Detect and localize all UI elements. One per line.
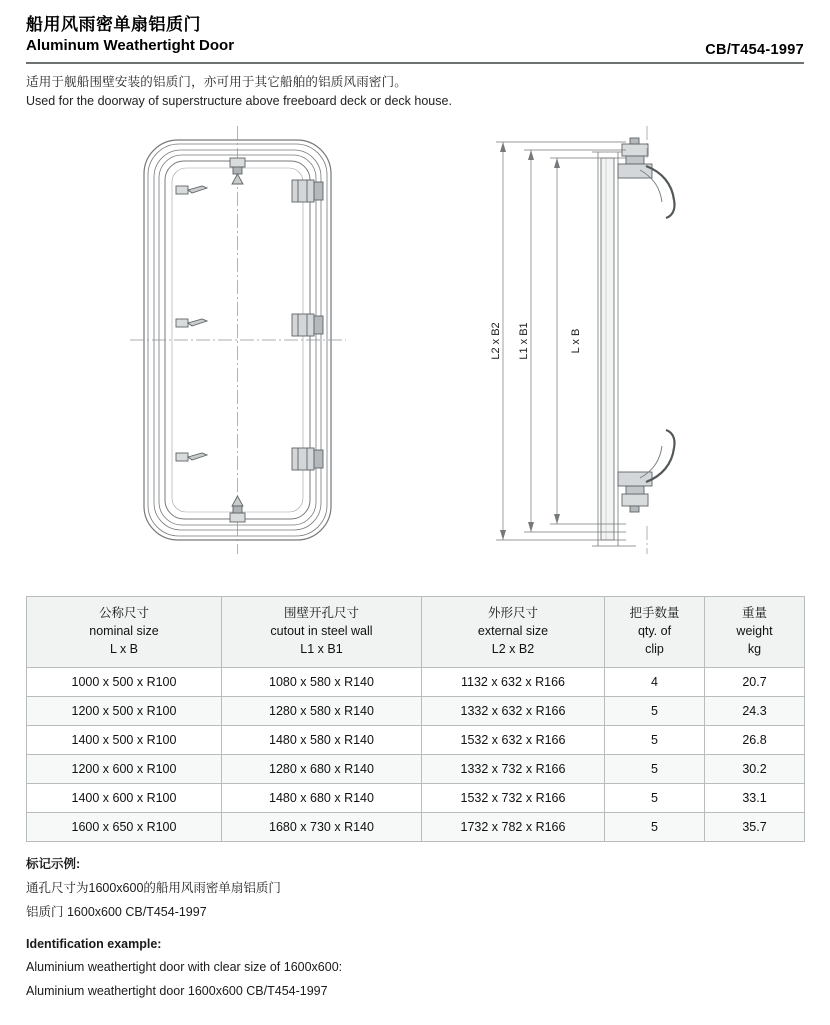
cell-clip-qty: 5: [605, 812, 705, 841]
cell-external-size: 1332 x 632 x R166: [422, 696, 605, 725]
table-row: [27, 812, 805, 841]
side-clip-bottom: [618, 430, 675, 512]
cell-weight: 20.7: [705, 667, 805, 696]
cell-weight: 26.8: [705, 725, 805, 754]
cell-external-size: 1132 x 632 x R166: [422, 667, 605, 696]
description: [26, 73, 804, 112]
technical-drawing: [26, 122, 804, 592]
page-title-en: Aluminum Weathertight Door: [26, 37, 235, 55]
hinge-right-top: [292, 180, 323, 202]
dim-label-lb: L x B: [570, 328, 582, 353]
table-row: [27, 667, 805, 696]
table-row: [27, 783, 805, 812]
cell-nominal-size: 1200 x 500 x R100: [27, 696, 222, 725]
handle-left-bottom: [176, 453, 207, 461]
note-cn-line1: 通孔尺寸为1600x600的船用风雨密单扇铝质门: [26, 880, 281, 895]
note-cn-line2: 铝质门 1600x600 CB/T454-1997: [26, 904, 207, 919]
cell-nominal-size: 1400 x 600 x R100: [27, 783, 222, 812]
dim-label-l1b1: L1 x B1: [518, 321, 530, 360]
cell-external-size: 1532 x 632 x R166: [422, 725, 605, 754]
table-row: [27, 725, 805, 754]
standard-code: CB/T454-1997: [705, 42, 804, 58]
cell-nominal-size: 1200 x 600 x R100: [27, 754, 222, 783]
handle-left-top: [176, 186, 207, 194]
cell-weight: 30.2: [705, 754, 805, 783]
cell-cutout-size: 1080 x 580 x R140: [222, 667, 422, 696]
description-cn: 适用于舰船围壁安装的铝质门，亦可用于其它船舶的铝质风雨密门。: [26, 74, 408, 89]
cell-nominal-size: 1400 x 500 x R100: [27, 725, 222, 754]
clip-top: [230, 158, 245, 184]
col-weight: 重量 weight kg: [705, 596, 805, 667]
cell-weight: 35.7: [705, 812, 805, 841]
cell-clip-qty: 5: [605, 696, 705, 725]
description-en: Used for the doorway of superstructure above freeboard deck or deck house.: [26, 94, 452, 109]
cell-clip-qty: 5: [605, 754, 705, 783]
cell-cutout-size: 1480 x 580 x R140: [222, 725, 422, 754]
cell-cutout-size: 1280 x 680 x R140: [222, 754, 422, 783]
note-en-line2: Aluminium weathertight door 1600x600 CB/T454-1997: [26, 984, 328, 999]
identification-example: [26, 854, 804, 1003]
table-row: [27, 696, 805, 725]
cell-weight: 33.1: [705, 783, 805, 812]
document-header: [26, 0, 804, 112]
table-row: [27, 754, 805, 783]
table-header-row: [27, 596, 805, 667]
page-title-cn: 船用风雨密单扇铝质门: [26, 15, 201, 34]
cell-weight: 24.3: [705, 696, 805, 725]
cell-nominal-size: 1600 x 650 x R100: [27, 812, 222, 841]
header-divider: [26, 62, 804, 64]
handle-left-middle: [176, 319, 207, 327]
cell-cutout-size: 1480 x 680 x R140: [222, 783, 422, 812]
cell-external-size: 1532 x 732 x R166: [422, 783, 605, 812]
cell-clip-qty: 4: [605, 667, 705, 696]
cell-cutout-size: 1680 x 730 x R140: [222, 812, 422, 841]
cell-nominal-size: 1000 x 500 x R100: [27, 667, 222, 696]
hinge-right-middle: [292, 314, 323, 336]
dim-label-l2b2: L2 x B2: [490, 321, 502, 360]
note-cn-title: 标记示例:: [26, 856, 81, 871]
cell-external-size: 1332 x 732 x R166: [422, 754, 605, 783]
col-cutout-size: 围壁开孔尺寸 cutout in steel wall L1 x B1: [222, 596, 422, 667]
col-external-size: 外形尺寸 external size L2 x B2: [422, 596, 605, 667]
col-nominal-size: 公称尺寸 nominal size L x B: [27, 596, 222, 667]
specification-table: [26, 596, 805, 842]
clip-bottom: [230, 496, 245, 522]
cell-clip-qty: 5: [605, 725, 705, 754]
cell-cutout-size: 1280 x 580 x R140: [222, 696, 422, 725]
cell-external-size: 1732 x 782 x R166: [422, 812, 605, 841]
note-en-line1: Aluminium weathertight door with clear size of 1600x600:: [26, 960, 343, 975]
cell-clip-qty: 5: [605, 783, 705, 812]
hinge-right-bottom: [292, 448, 323, 470]
side-clip-top: [618, 138, 675, 218]
drawing-svg: [26, 122, 804, 592]
note-en-title: Identification example:: [26, 936, 162, 951]
col-clip-qty: 把手数量 qty. of clip: [605, 596, 705, 667]
